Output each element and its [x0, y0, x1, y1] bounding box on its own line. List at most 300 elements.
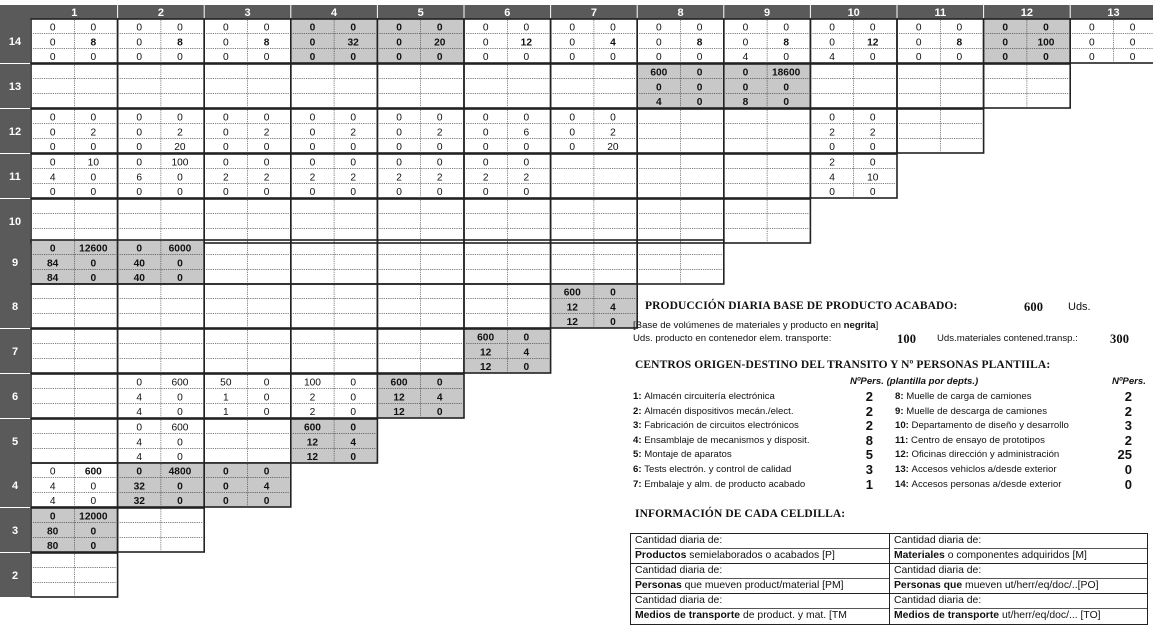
- cell-value: 0: [309, 187, 316, 198]
- matrix-cell-3-2: [118, 508, 205, 552]
- cell-value: 6000: [168, 243, 192, 255]
- matrix-cell-12-11: [897, 109, 984, 153]
- cell-value: 6: [136, 172, 143, 184]
- center-number: 4:: [633, 434, 645, 446]
- matrix-cell-8-1: [31, 284, 118, 328]
- cell-value: 600: [171, 377, 189, 389]
- cell-value: 2: [223, 172, 229, 184]
- cell-value: 0: [610, 22, 616, 34]
- right-center-6: [895, 479, 1061, 490]
- cell-value: 20: [607, 142, 619, 153]
- cell-info-keyword: Medios de transporte: [635, 610, 741, 621]
- matrix-cell-2-1: [31, 553, 118, 597]
- left-center-1: [633, 406, 794, 417]
- cell-value: 2: [350, 172, 356, 184]
- cell-value: 12: [566, 317, 578, 328]
- cell-value: 4: [829, 172, 835, 184]
- cell-value: 0: [696, 82, 703, 94]
- cell-value: 2: [869, 127, 876, 139]
- matrix-cell-6-2: [118, 374, 205, 418]
- cell-value: 0: [569, 142, 576, 153]
- center-label: Accesos vehiclos a/desde exterior: [911, 464, 1057, 475]
- cell-value: 6: [523, 127, 530, 139]
- matrix-cell-9-3: [204, 240, 291, 284]
- cell-value: 0: [1002, 37, 1009, 49]
- center-number: 12:: [895, 449, 912, 461]
- center-number: 9:: [895, 405, 907, 417]
- cell-info-description: [635, 549, 889, 563]
- matrix-cell-13-9: [724, 64, 811, 108]
- cell-value: 0: [569, 112, 576, 124]
- cell-info-title: INFORMACIÓN DE CADA CELDILLA:: [635, 508, 846, 520]
- matrix-cell-8-5: [377, 284, 464, 328]
- matrix-cell-14-10: [810, 19, 897, 63]
- cell-value: 0: [177, 496, 183, 507]
- row-header-14: 14: [8, 36, 22, 48]
- cell-value: 0: [90, 172, 97, 184]
- column-header-8: 8: [677, 7, 684, 19]
- production-note-prefix: [Base de volúmenes de materiales y producto en: [633, 320, 844, 331]
- matrix-cell-11-4: [291, 154, 378, 198]
- right-center-0: [895, 391, 1032, 402]
- matrix-cell-9-7: [551, 240, 638, 284]
- cell-value: 0: [869, 112, 876, 124]
- matrix-cell-13-12: [984, 64, 1071, 108]
- cell-value: 8: [956, 37, 963, 49]
- cell-value: 4: [742, 52, 749, 63]
- cell-value: 100: [1037, 37, 1055, 49]
- cell-value: 0: [396, 157, 402, 169]
- cell-value: 0: [263, 392, 270, 404]
- matrix-cell-4-3: [204, 463, 291, 507]
- cell-value: 0: [49, 22, 56, 34]
- cell-info-left-2: [631, 594, 890, 624]
- matrix-cell-8-3: [204, 284, 291, 328]
- matrix-cell-13-4: [291, 64, 378, 108]
- matrix-cell-11-7: [551, 154, 638, 198]
- cell-value: 84: [46, 258, 59, 270]
- cell-value: 0: [136, 157, 143, 169]
- cell-value: 2: [263, 172, 270, 184]
- npers-header-left: NºPers. (plantilla por depts.): [850, 376, 979, 387]
- matrix-cell-6-4: [291, 374, 378, 418]
- cell-value: 0: [829, 37, 835, 49]
- cell-value: 600: [303, 422, 321, 434]
- cell-value: 0: [523, 22, 530, 34]
- cell-value: 0: [742, 22, 749, 34]
- cell-value: 32: [347, 37, 359, 49]
- cell-value: 0: [136, 187, 143, 198]
- cell-value: 0: [742, 37, 749, 49]
- matrix-cell-14-3: [204, 19, 291, 63]
- cell-info-right-0: [890, 534, 1147, 564]
- column-header-5: 5: [417, 7, 424, 19]
- matrix-cell-7-4: [291, 329, 378, 373]
- centers-title: CENTROS ORIGEN-DESTINO DEL TRANSITO Y Nº PERSONAS PLANTIILA:: [635, 359, 1051, 371]
- production-title: PRODUCCIÓN DIARIA BASE DE PRODUCTO ACABADO:: [645, 300, 958, 312]
- matrix-cell-12-6: [464, 109, 551, 153]
- center-label: Accesos personas a/desde exterior: [911, 478, 1062, 490]
- matrix-cell-14-6: [464, 19, 551, 63]
- matrix-cell-13-1: [31, 64, 118, 108]
- cell-value: 0: [482, 52, 489, 63]
- cell-value: 0: [350, 142, 356, 153]
- cell-value: 0: [350, 392, 356, 404]
- cell-value: 0: [350, 112, 356, 124]
- cell-value: 0: [263, 496, 270, 507]
- matrix-cell-10-2: [118, 199, 205, 243]
- cell-value: 0: [869, 157, 876, 169]
- cell-info-rest: ut/herr/eq/doc/... [TO]: [999, 610, 1101, 621]
- cell-value: 0: [569, 52, 576, 63]
- right-center-5: [895, 464, 1057, 475]
- center-label: Embalaje y alm. de producto acabado: [644, 478, 806, 490]
- center-personnel-count: 5: [865, 447, 873, 463]
- center-number: 7:: [633, 478, 645, 490]
- cell-value: 12: [566, 302, 578, 314]
- cell-value: 0: [482, 112, 489, 124]
- cell-value: 0: [223, 496, 229, 507]
- matrix-cell-6-3: [204, 374, 291, 418]
- cell-value: 0: [569, 37, 576, 49]
- matrix-cell-14-4: [291, 19, 378, 63]
- matrix-cell-12-9: [724, 109, 811, 153]
- cell-value: 100: [303, 377, 321, 389]
- container-value: 100: [897, 332, 917, 346]
- matrix-cell-8-7: [551, 284, 638, 328]
- matrix-cell-8-6: [464, 284, 551, 328]
- cell-value: 4: [610, 302, 616, 314]
- cell-value: 8: [696, 37, 703, 49]
- cell-info-description: [894, 549, 1147, 563]
- cell-value: 600: [390, 377, 408, 389]
- cell-value: 0: [829, 187, 835, 198]
- cell-value: 0: [742, 67, 749, 79]
- cell-info-caption: Cantidad diaria de:: [894, 534, 1147, 549]
- cell-value: 0: [1089, 37, 1095, 49]
- cell-value: 2: [829, 127, 835, 139]
- column-header-9: 9: [764, 7, 771, 19]
- cell-value: 0: [263, 187, 270, 198]
- cell-value: 0: [136, 127, 143, 139]
- cell-value: 4: [136, 407, 143, 418]
- cell-value: 0: [177, 392, 183, 404]
- row-header-13: 13: [8, 81, 22, 93]
- center-label: Muelle de descarga de camiones: [906, 405, 1047, 417]
- cell-value: 0: [350, 452, 356, 463]
- cell-value: 0: [223, 52, 229, 63]
- matrix-cell-4-1: [31, 463, 118, 507]
- matrix-cell-10-9: [724, 199, 811, 243]
- column-header-10: 10: [847, 7, 860, 19]
- container-label: Uds. producto en contenedor elem. transporte:: [633, 333, 832, 344]
- cell-value: 0: [482, 142, 489, 153]
- cell-value: 0: [1002, 22, 1009, 34]
- cell-value: 0: [696, 67, 703, 79]
- cell-value: 0: [396, 127, 402, 139]
- left-center-6: [633, 479, 805, 490]
- production-value: 600: [1024, 300, 1044, 314]
- matrix-cell-7-2: [118, 329, 205, 373]
- cell-value: 0: [436, 22, 443, 34]
- cell-value: 0: [436, 52, 443, 63]
- cell-value: 0: [523, 142, 530, 153]
- cell-value: 12: [393, 392, 405, 404]
- matrix-cell-14-11: [897, 19, 984, 63]
- center-number: 1:: [633, 391, 645, 402]
- cell-value: 0: [523, 52, 530, 63]
- matrix-cell-7-3: [204, 329, 291, 373]
- matrix-cell-14-1: [31, 19, 118, 63]
- matrix-cell-11-3: [204, 154, 291, 198]
- cell-value: 0: [396, 187, 402, 198]
- column-header-12: 12: [1020, 7, 1034, 19]
- cell-value: 600: [650, 67, 668, 79]
- cell-value: 8: [263, 37, 270, 49]
- cell-value: 0: [263, 22, 270, 34]
- cell-value: 2: [610, 127, 616, 139]
- cell-value: 2: [396, 172, 402, 184]
- cell-info-caption: Cantidad diaria de:: [635, 534, 889, 549]
- cell-value: 0: [396, 37, 402, 49]
- cell-value: 0: [136, 37, 143, 49]
- center-label: Centro de ensayo de prototipos: [911, 434, 1045, 446]
- cell-value: 0: [350, 157, 356, 169]
- cell-info-left-1: [631, 564, 890, 594]
- cell-value: 4800: [168, 466, 192, 478]
- cell-value: 0: [136, 243, 143, 255]
- matrix-cell-13-11: [897, 64, 984, 108]
- center-number: 2:: [633, 405, 645, 417]
- cell-value: 0: [956, 52, 963, 63]
- cell-value: 2: [309, 407, 316, 418]
- cell-info-rest: mueven ut/herr/eq/doc/..[PO]: [962, 580, 1099, 591]
- cell-value: 0: [136, 377, 143, 389]
- matrix-cell-11-8: [637, 154, 724, 198]
- cell-value: 12: [867, 37, 879, 49]
- matrix-cell-5-3: [204, 419, 291, 463]
- cell-info-keyword: Productos: [635, 550, 687, 561]
- matrix-cell-14-7: [551, 19, 638, 63]
- cell-value: 1: [223, 407, 229, 418]
- cell-value: 0: [1043, 22, 1049, 34]
- cell-value: 4: [523, 347, 530, 359]
- matrix-cell-9-8: [637, 240, 724, 284]
- center-label: Ensamblaje de mecanismos y disposit.: [644, 434, 810, 446]
- cell-value: 84: [46, 273, 59, 284]
- matrix-cell-9-2: [118, 240, 205, 284]
- cell-value: 0: [696, 22, 703, 34]
- cell-value: 0: [90, 526, 97, 538]
- cell-value: 0: [436, 407, 443, 418]
- matrix-cell-13-6: [464, 64, 551, 108]
- left-center-5: [633, 464, 791, 475]
- column-header-11: 11: [934, 7, 947, 19]
- cell-value: 12: [306, 452, 319, 463]
- row-header-12: 12: [8, 126, 22, 138]
- cell-value: 0: [436, 142, 443, 153]
- cell-value: 4: [49, 496, 56, 507]
- cell-info-rest: que mueven product/material [PM]: [681, 580, 844, 591]
- cell-value: 0: [915, 52, 922, 63]
- cell-value: 0: [223, 127, 229, 139]
- matrix-cell-12-7: [551, 109, 638, 153]
- cell-value: 4: [263, 481, 270, 493]
- cell-value: 4: [436, 392, 443, 404]
- cell-value: 0: [1089, 22, 1095, 34]
- cell-value: 2: [263, 127, 270, 139]
- cell-value: 0: [829, 142, 835, 153]
- center-number: 13:: [895, 464, 912, 475]
- matrix-cell-9-5: [377, 240, 464, 284]
- cell-info-rest: de product. y mat. [TM: [740, 610, 847, 621]
- cell-value: 0: [610, 52, 616, 63]
- matrix-cell-11-2: [118, 154, 205, 198]
- cell-value: 0: [136, 466, 143, 478]
- column-header-1: 1: [71, 7, 78, 19]
- cell-value: 0: [177, 481, 183, 493]
- cell-value: 0: [136, 22, 143, 34]
- cell-value: 12: [520, 37, 533, 49]
- cell-value: 600: [84, 466, 102, 478]
- cell-value: 12: [306, 437, 319, 449]
- matrix-cell-11-6: [464, 154, 551, 198]
- cell-value: 0: [350, 52, 356, 63]
- cell-value: 0: [1129, 37, 1136, 49]
- cell-value: 2: [90, 127, 97, 139]
- cell-value: 0: [309, 22, 316, 34]
- cell-value: 0: [49, 511, 56, 523]
- cell-value: 2: [523, 172, 530, 184]
- matrix-cell-13-2: [118, 64, 205, 108]
- cell-value: 10: [87, 157, 100, 169]
- matrix-cell-13-10: [810, 64, 897, 108]
- cell-value: 0: [869, 52, 876, 63]
- row-header-11: 11: [9, 171, 21, 183]
- cell-value: 0: [956, 22, 963, 34]
- cell-value: 0: [309, 112, 316, 124]
- center-personnel-count: 2: [1124, 432, 1132, 448]
- matrix-cell-13-3: [204, 64, 291, 108]
- cell-value: 4: [610, 37, 616, 49]
- center-personnel-count: 2: [1124, 389, 1132, 404]
- right-center-4: [895, 449, 1059, 460]
- left-center-3: [633, 435, 810, 446]
- cell-value: 0: [396, 22, 402, 34]
- matrix-cell-7-5: [377, 329, 464, 373]
- cell-value: 8: [177, 37, 183, 49]
- cell-value: 0: [1129, 52, 1136, 63]
- cell-value: 2: [829, 157, 835, 169]
- matrix-cell-12-2: [118, 109, 205, 153]
- cell-info-rest: o componentes adquiridos [M]: [944, 550, 1087, 561]
- matrix-cell-10-3: [204, 199, 291, 243]
- cell-value: 0: [136, 422, 143, 434]
- cell-value: 10: [867, 172, 879, 184]
- matrix-cell-11-1: [31, 154, 118, 198]
- row-header-2: 2: [11, 570, 19, 582]
- cell-value: 0: [177, 52, 183, 63]
- cell-value: 0: [436, 187, 443, 198]
- matrix-cell-9-1: [31, 240, 118, 284]
- cell-value: 4: [829, 52, 835, 63]
- cell-value: 0: [263, 377, 270, 389]
- matrix-cell-12-1: [31, 109, 118, 153]
- cell-value: 0: [90, 273, 97, 284]
- cell-value: 0: [90, 142, 97, 153]
- cell-value: 4: [49, 481, 56, 493]
- cell-value: 0: [263, 52, 270, 63]
- column-header-7: 7: [590, 7, 597, 19]
- cell-value: 0: [90, 481, 97, 493]
- cell-value: 0: [482, 127, 489, 139]
- cell-value: 0: [396, 52, 402, 63]
- column-header-2: 2: [157, 7, 164, 19]
- cell-value: 2: [309, 392, 316, 404]
- cell-value: 600: [477, 332, 495, 344]
- cell-value: 0: [90, 22, 97, 34]
- cell-value: 0: [610, 112, 616, 124]
- cell-value: 0: [869, 142, 876, 153]
- matrix-cell-10-4: [291, 199, 378, 243]
- cell-value: 0: [523, 332, 530, 344]
- matrix-cell-8-4: [291, 284, 378, 328]
- center-personnel-count: 25: [1117, 447, 1132, 463]
- cell-value: 0: [49, 127, 56, 139]
- cell-value: 0: [309, 127, 316, 139]
- center-number: 8:: [895, 391, 907, 402]
- cell-value: 0: [482, 157, 489, 169]
- cell-value: 2: [309, 172, 316, 184]
- cell-value: 0: [656, 22, 662, 34]
- matrix-cell-6-5: [377, 374, 464, 418]
- matrix-cell-12-5: [377, 109, 464, 153]
- center-personnel-count: 2: [865, 403, 873, 419]
- cell-value: 80: [46, 541, 59, 552]
- cell-value: 0: [49, 466, 56, 478]
- cell-value: 40: [133, 273, 145, 284]
- matrix-cell-14-5: [377, 19, 464, 63]
- center-label: Muelle de carga de camiones: [906, 391, 1032, 402]
- matrix-cell-14-9: [724, 19, 811, 63]
- cell-value: 0: [1089, 52, 1095, 63]
- center-label: Almacén dispositivos mecán./elect.: [644, 405, 794, 417]
- matrix-cell-5-1: [31, 419, 118, 463]
- cell-info-description: [894, 609, 1147, 623]
- matrix-cell-12-3: [204, 109, 291, 153]
- matrix-cell-5-2: [118, 419, 205, 463]
- matrix-cell-12-4: [291, 109, 378, 153]
- cell-value: 0: [396, 142, 402, 153]
- cell-value: 0: [656, 82, 662, 94]
- cell-value: 0: [309, 157, 316, 169]
- cell-value: 0: [309, 142, 316, 153]
- cell-value: 0: [869, 22, 876, 34]
- cell-border: [1070, 19, 1153, 63]
- cell-value: 0: [350, 187, 356, 198]
- matrix-cell-10-1: [31, 199, 118, 243]
- matrix-cell-6-1: [31, 374, 118, 418]
- cell-value: 0: [90, 52, 97, 63]
- cell-value: 0: [482, 22, 489, 34]
- row-header-10: 10: [8, 216, 22, 228]
- production-note-bold: negrita: [843, 320, 876, 331]
- cell-value: 0: [49, 157, 56, 169]
- npers-header-right: NºPers.: [1112, 376, 1146, 387]
- cell-value: 0: [263, 112, 270, 124]
- cell-value: 0: [49, 37, 56, 49]
- cell-value: 0: [177, 112, 183, 124]
